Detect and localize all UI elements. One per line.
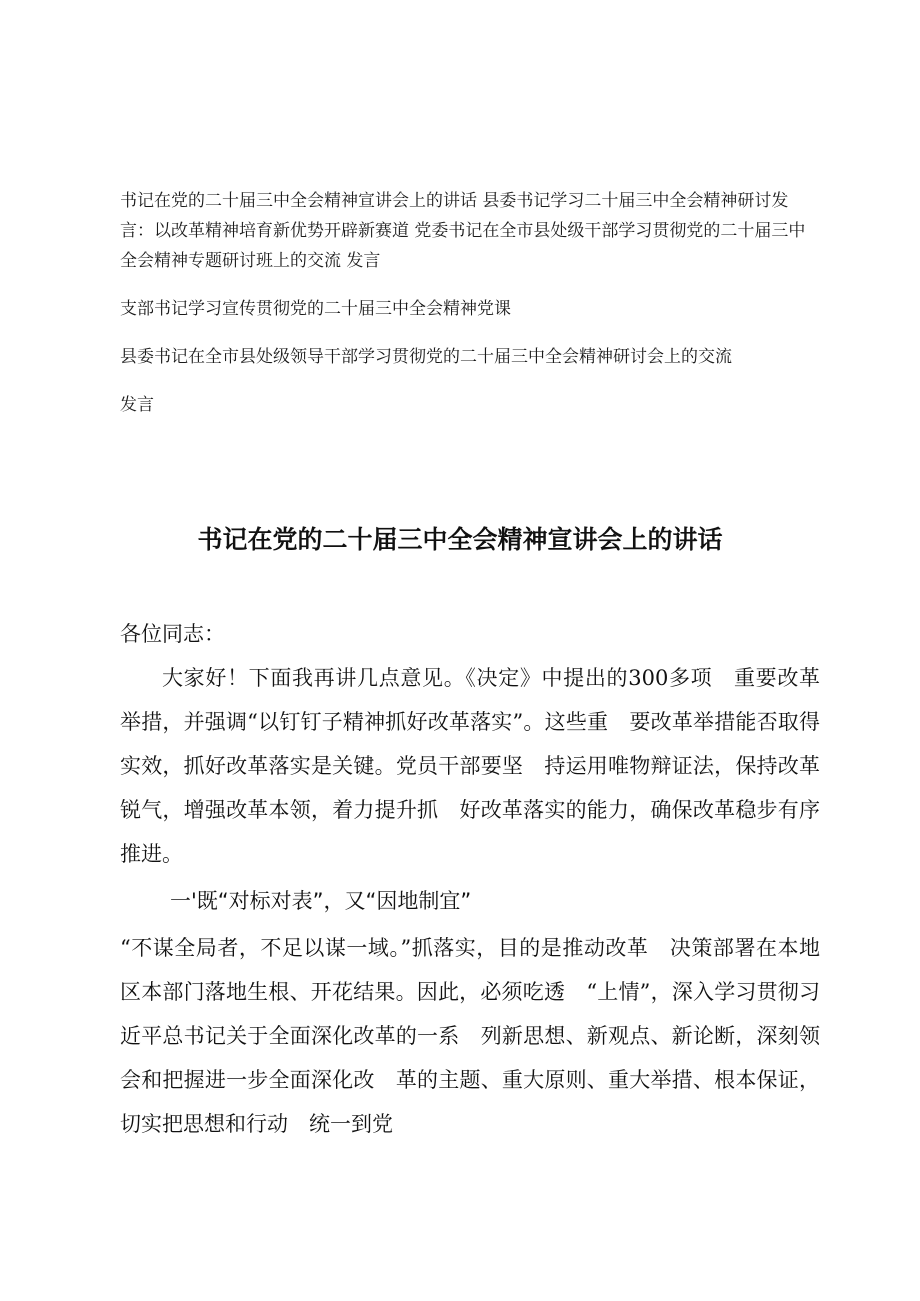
paragraph-section-1: “不谋全局者，不足以谋一域。”抓落实，目的是推动改革 决策部署在本地区本部门落地生根、开花结果。因此，必须吃透 “上情”，深入学习贯彻习近平总书记关于全面深化改革的一系 列新思想、新观点、新论断，深刻领会和把握进一步全面深化改 革的主题、重大原则、重大举措、根本保证，切实把思想和行动 统一到党 xyxy=(120,936,820,1136)
document-title: 书记在党的二十届三中全会精神宣讲会上的讲话 xyxy=(197,525,723,554)
toc-entry-branch-lecture[interactable]: 支部书记学习宣传贯彻党的二十届三中全会精神党课 xyxy=(120,299,511,319)
toc-entry-county-exchange-tail[interactable]: 发言 xyxy=(120,395,154,415)
section-heading: 一'既“对标对表”，又“因地制宜” xyxy=(170,889,472,913)
salutation: 各位同志： xyxy=(120,622,225,646)
toc-entry-county-exchange[interactable]: 县委书记在全市县处级领导干部学习贯彻党的二十届三中全会精神研讨会上的交流 xyxy=(120,347,732,367)
document-body xyxy=(120,612,820,1146)
paragraph-intro: 大家好！下面我再讲几点意见。《决定》中提出的300多项 重要改革举措，并强调“以钉钉子精神抓好改革落实”。这些重 要改革举措能否取得实效，抓好改革落实是关键。党员干部要坚 持运用唯物辩证法，保持改革锐气，增强改革本领，着力提升抓 好改革落实的能力，确保改革稳步有序推进。 xyxy=(120,666,820,866)
toc-combined-entry[interactable]: 书记在党的二十届三中全会精神宣讲会上的讲话 县委书记学习二十届三中全会精神研讨发言：以改革精神培育新优势开辟新赛道 党委书记在全市县处级干部学习贯彻党的二十届三中全会精神专题研讨班上的交流 发言 xyxy=(120,191,806,271)
table-of-contents xyxy=(120,186,820,420)
